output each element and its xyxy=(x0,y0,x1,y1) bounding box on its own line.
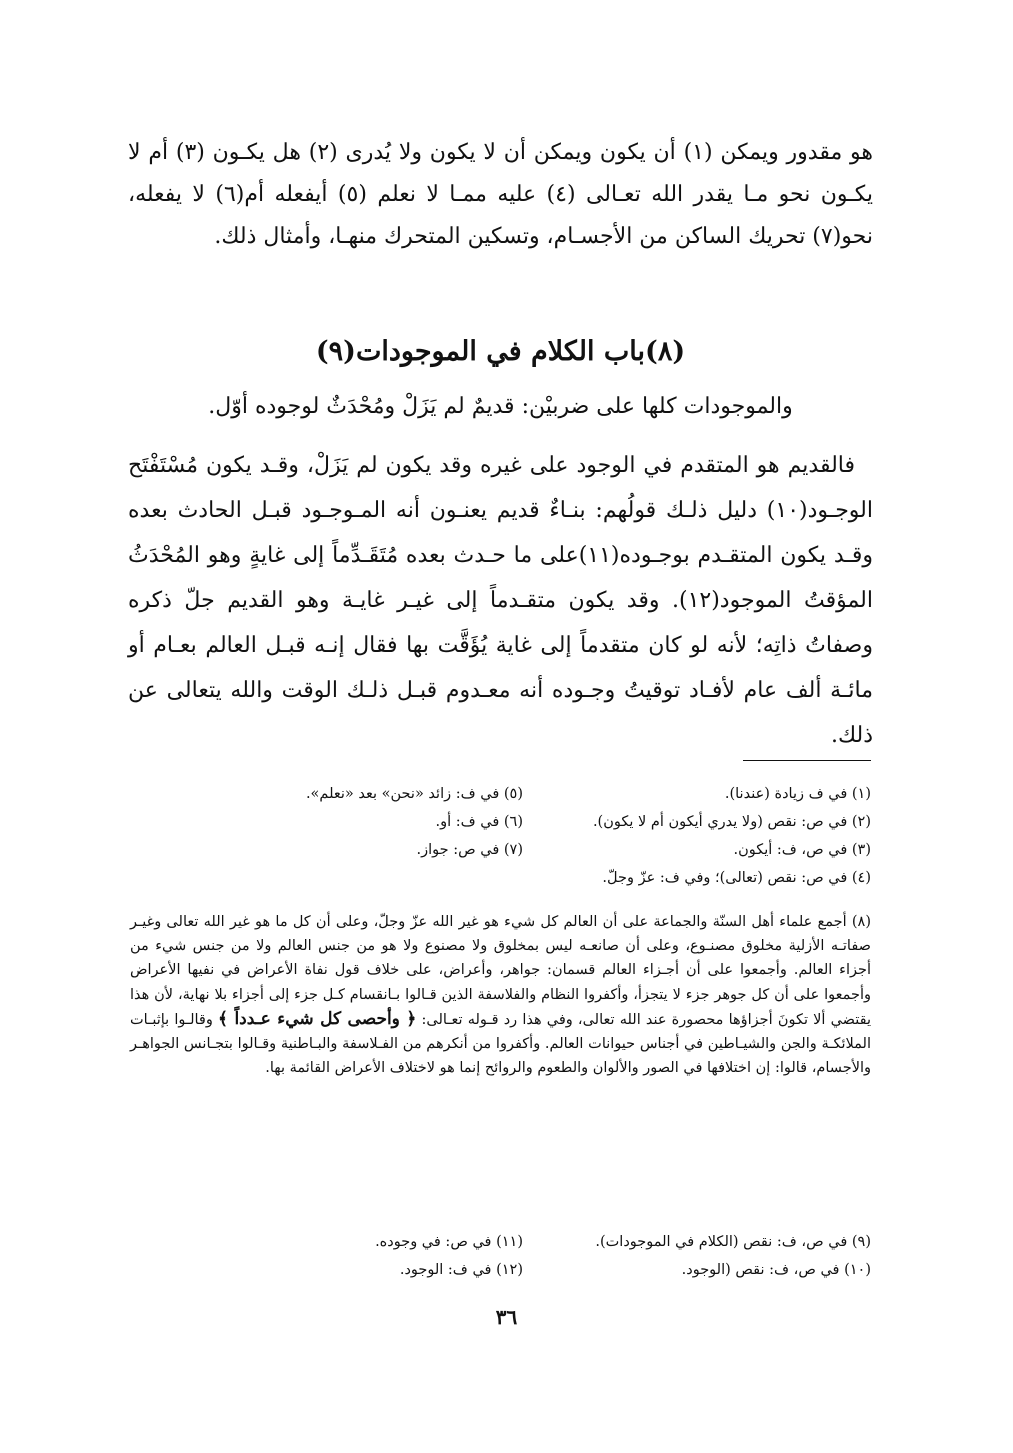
footnotes-block-2 xyxy=(0,1230,1013,1286)
opening-sentence: والموجودات كلها على ضربيْن: قديمٌ لم يَزَلْ ومُحْدَثٌ لوجوده أوّل. xyxy=(208,394,793,419)
section-heading: (٨)باب الكلام في الموجودات(٩) xyxy=(315,336,686,367)
footnote-5: (٥) في ف: زائد «نحن» بعد «نعلم». xyxy=(305,786,523,802)
footnote-4: (٤) في ص: نقص (تعالى)؛ وفي ف: عزّ وجلّ. xyxy=(602,870,871,886)
page-number: ٣٦ xyxy=(495,1305,518,1329)
footnote-8-text-end: وقالـوا بإثبـات الملائكـة والجن والشيـاطين في أجناس حيوانات العالم. وأكفروا من أنكرهم من الفـلاسفة والبـاطنية وقـالوا بتجـانس الجواهـر والأجسام، قالوا: إن اختلافها في الصور والألوان والطعوم والروائح إنما هو لاختلاف الأعراض القائمة بها. xyxy=(130,1011,871,1077)
footnote-2: (٢) في ص: نقص (ولا يدري أيكون أم لا يكون). xyxy=(592,814,871,830)
footnote-8-text-start: (٨) أجمع علماء أهل السنّة والجماعة على أن العالم كل شيء هو غير الله عزّ وجلّ، وعلى أن كل ما هو غير الله تعالى وغيـر صفاتـه الأزلية مخلوق مصنـوع، وعلى أن صانعـه ليس بمخلوق ولا مصنوع ولا هو من جنس العالم ولا من جنس شيء من أجزاء العالم. وأجمعوا على أن أجـزاء العالم قسمان: جواهر، وأعراض، على خلاف قول نفاة الأعراض في نفيها الأعراض وأجمعوا على أن كل جوهر جزء لا يتجزأ، وأكفروا النظام والفلاسفة الذين قـالوا بـانقسام كـل جزء إلى أجزاء بلا نهاية، لأن هذا يقتضي ألا تكونَ أجزاؤها محصورة عند الله تعالى، وفي هذا رد قـوله تعـالى: xyxy=(130,914,872,1028)
quran-quote: ﴿ وأحصى كل شيء عـدداً ﴾ xyxy=(218,1008,417,1029)
footnote-12: (١٢) في ف: الوجود. xyxy=(399,1262,523,1278)
intro-paragraph: هو مقدور ويمكن (١) أن يكون ويمكن أن لا يكون ولا يُدرى (٢) هل يكـون (٣) أم لا يكـون نحو مـا يقدر الله تعـالى (٤) عليه ممـا لا نعلم (٥) أيفعله أم(٦) لا يفعله، نحو(٧) تحريك الساكن من الأجسـام، وتسكين المتحرك منهـا، وأمثال ذلك. xyxy=(128,140,873,249)
footnote-10: (١٠) في ص، ف: نقص (الوجود. xyxy=(681,1262,871,1278)
footnote-9: (٩) في ص، ف: نقص (الكلام في الموجودات). xyxy=(595,1234,871,1250)
footnote-7: (٧) في ص: جواز. xyxy=(416,842,523,858)
footnote-6: (٦) في ف: أو. xyxy=(435,814,523,830)
footnote-8 xyxy=(130,910,871,1080)
footnote-3: (٣) في ص، ف: أيكون. xyxy=(733,842,871,858)
body-paragraph: فالقديم هو المتقدم في الوجود على غيره وقد يكون لم يَزَلْ، وقـد يكون مُسْتَفْتَح الوجـود(١٠) دليل ذلـك قولُهم: بنـاءٌ قديم يعنـون أنه المـوجـود قبـل الحادث بعده وقـد يكون المتقـدم بوجـوده(١١)على ما حـدث بعده مُتَقَـدِّماً إلى غايةٍ وهو المُحْدَثُ المؤقتُ الموجود(١٢). وقد يكون متقـدماً إلى غيـر غايـة وهو القديم جلّ ذكره وصفاتُ ذاتِه؛ لأنه لو كان متقدماً إلى غاية يُؤَقَّت بها فقال إنـه قبـل العالم بعـام أو مائـة ألف عام لأفـاد توقيتُ وجـوده أنه معـدوم قبـل ذلـك الوقت والله يتعالى عن ذلك. xyxy=(128,453,873,748)
footnote-1: (١) في ف زيادة (عندنا). xyxy=(724,786,871,802)
footnote-separator xyxy=(743,760,871,761)
footnotes-block-1 xyxy=(0,782,1013,902)
footnote-11: (١١) في ص: في وجوده. xyxy=(375,1234,523,1250)
